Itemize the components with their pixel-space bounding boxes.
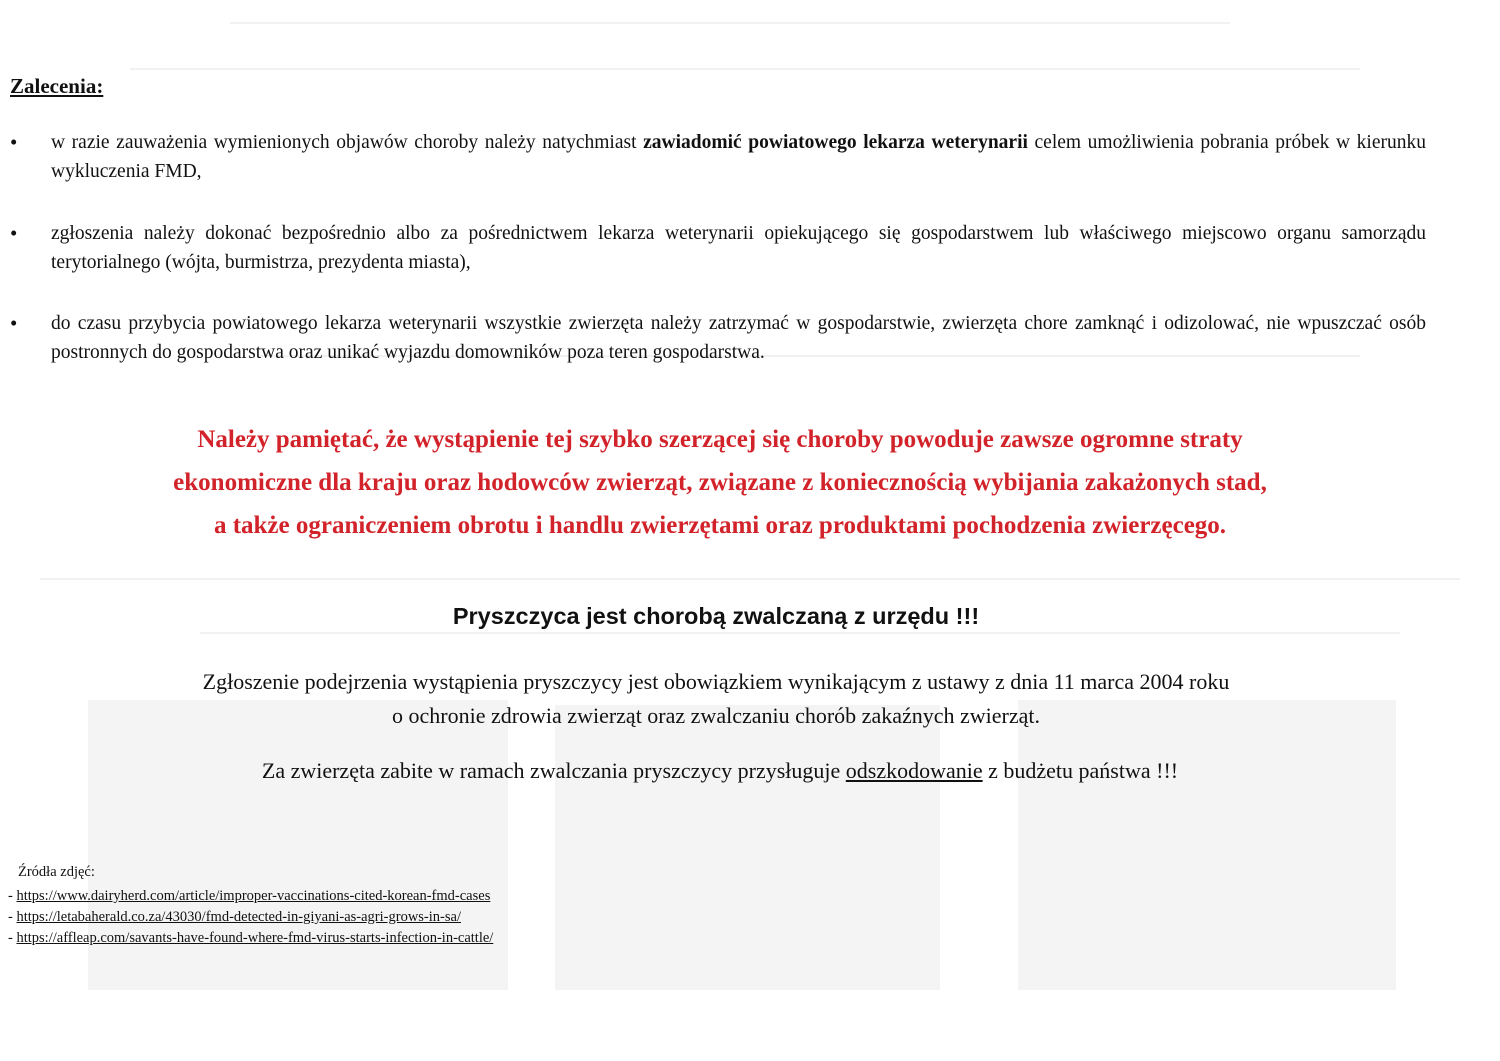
compensation-keyword: odszkodowanie — [845, 758, 983, 783]
sources-title: Źródła zdjęć: — [18, 864, 95, 880]
list-item-text: do czasu przybycia powiatowego lekarza weterynarii wszystkie zwierzęta należy zatrzymać w gospodarstwie, zwierzęta chore zamknąć i odizolować, nie wpuszczać osób postronnych do gospodarstwa oraz unikać wyjazdu domowników poza teren gospodarstwa. — [51, 313, 1426, 363]
item-text-end: celem umożliwienia pobrania próbek w kierunku wykluczenia FMD, — [51, 132, 1426, 182]
item-text-start: w razie zauważenia wymienionych objawów choroby należy natychmiast — [51, 132, 644, 153]
legal-line: Zgłoszenie podejrzenia wystąpienia pryszczycy jest obowiązkiem wynikającym z ustawy z dnia 11 marca 2004 roku — [202, 669, 1230, 694]
warning-line: a także ograniczeniem obrotu i handlu zwierzętami oraz produktami pochodzenia zwierzęcego. — [213, 512, 1227, 539]
list-item-text — [51, 128, 1426, 186]
warning-line: ekonomiczne dla kraju oraz hodowców zwierząt, związane z koniecznością wybijania zakażonych stad, — [173, 469, 1267, 496]
compensation-text-start: Za zwierzęta zabite w ramach zwalczania pryszczycy przysługuje — [261, 758, 846, 783]
official-disease-title: Pryszczyca jest chorobą zwalczaną z urzędu !!! — [452, 603, 980, 629]
source-link[interactable]: https://letabaherald.co.za/43030/fmd-detected-in-giyani-as-agri-grows-in-sa/ — [16, 909, 461, 925]
source-dash: - — [8, 909, 17, 925]
source-entry — [8, 928, 493, 949]
compensation-text-end: z budżetu państwa !!! — [982, 758, 1179, 783]
bullet: • — [10, 311, 18, 335]
legal-line: o ochronie zdrowia zwierząt oraz zwalczaniu chorób zakaźnych zwierząt. — [391, 703, 1041, 728]
warning-paragraph — [30, 418, 1410, 547]
item-text-bold: zawiadomić powiatowego lekarza weterynarii — [643, 132, 1028, 153]
bullet: • — [10, 130, 18, 154]
compensation-note — [0, 758, 1440, 784]
bullet: • — [10, 221, 18, 245]
source-dash: - — [8, 930, 17, 946]
source-dash: - — [8, 888, 17, 904]
warning-line: Należy pamiętać, że wystąpienie tej szybko szerzącej się choroby powoduje zawsze ogromne straty — [197, 426, 1243, 453]
source-entry — [8, 886, 493, 907]
source-entry — [8, 907, 493, 928]
image-sources — [8, 862, 493, 949]
recommendations-heading: Zalecenia: — [10, 74, 104, 98]
list-item-text: zgłoszenia należy dokonać bezpośrednio albo za pośrednictwem lekarza weterynarii opiekującego się gospodarstwem lub właściwego miejscowo organu samorządu terytorialnego (wójta, burmistrza, prezydenta miasta), — [51, 223, 1426, 273]
legal-obligation-paragraph — [0, 665, 1432, 733]
source-link[interactable]: https://affleap.com/savants-have-found-where-fmd-virus-starts-infection-in-cattle/ — [16, 930, 494, 946]
source-link[interactable]: https://www.dairyherd.com/article/improper-vaccinations-cited-korean-fmd-cases — [16, 888, 491, 904]
